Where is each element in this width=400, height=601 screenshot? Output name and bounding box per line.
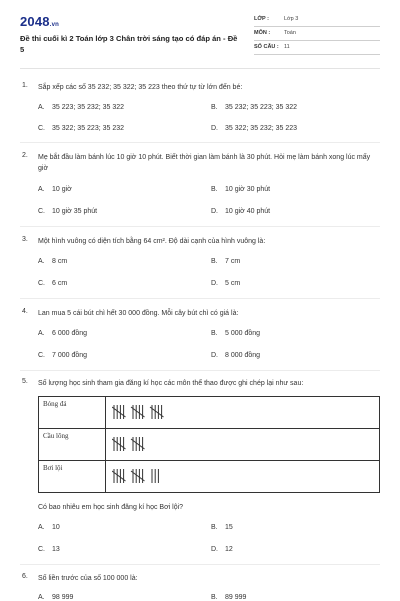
option-text: 10 giờ	[52, 186, 72, 193]
option-d[interactable]	[211, 546, 233, 553]
option-text: 5 cm	[225, 280, 241, 287]
question-text: Số lượng học sinh tham gia đăng kí học các môn thể thao được ghi chép lại như sau:	[38, 380, 304, 387]
option-text: 8 cm	[52, 258, 68, 265]
question-divider	[20, 226, 380, 227]
tally-cell	[106, 429, 380, 461]
option-c[interactable]	[38, 546, 60, 553]
tally-cell	[106, 461, 380, 493]
meta-subject-key: MÔN :	[254, 30, 271, 36]
option-letter: B.	[211, 594, 218, 601]
option-text: 7 000 đồng	[52, 352, 88, 359]
option-text: 6 000 đồng	[52, 330, 88, 337]
option-a[interactable]	[38, 258, 67, 265]
option-letter: B.	[211, 258, 218, 265]
question-text: Số liền trước của số 100 000 là:	[38, 575, 138, 582]
option-text: 98 999	[52, 594, 74, 601]
page-header	[0, 0, 400, 60]
option-text: 5 000 đồng	[225, 330, 261, 337]
logo-suffix: .vn	[49, 22, 60, 28]
question-divider	[20, 370, 380, 371]
site-logo[interactable]	[20, 14, 59, 29]
option-text: 35 322; 35 223; 35 232	[52, 125, 125, 132]
question-number: 3.	[22, 236, 28, 243]
question-text: Mẹ bắt đầu làm bánh lúc 10 giờ 10 phút. Biết thời gian làm bánh là 30 phút. Hỏi mẹ làm bánh xong lúc mấy giờ	[38, 154, 371, 172]
meta-count-key: SỐ CÂU :	[254, 44, 279, 50]
option-letter: C.	[38, 352, 45, 359]
sport-name: Bóng đá	[39, 397, 106, 429]
option-text: 15	[225, 524, 233, 531]
tally-group	[131, 469, 145, 483]
tally-group	[112, 437, 126, 451]
meta-class-row	[254, 14, 380, 27]
option-d[interactable]	[211, 280, 240, 287]
option-text: 10 giờ 40 phút	[225, 208, 271, 215]
question-subtext: Có bao nhiêu em học sinh đăng kí học Bơi lội?	[38, 504, 184, 511]
header-divider	[20, 68, 380, 69]
option-letter: A.	[38, 104, 45, 111]
tally-group	[112, 405, 126, 419]
option-text: 35 322; 35 232; 35 223	[225, 125, 298, 132]
meta-count-value: 11	[284, 44, 290, 50]
option-text: 10 giờ 35 phút	[52, 208, 98, 215]
option-d[interactable]	[211, 125, 297, 132]
option-letter: C.	[38, 546, 45, 553]
option-letter: C.	[38, 125, 45, 132]
option-text: 13	[52, 546, 60, 553]
option-a[interactable]	[38, 104, 124, 111]
option-b[interactable]	[211, 330, 260, 337]
option-text: 12	[225, 546, 233, 553]
sport-name: Bơi lội	[39, 461, 106, 493]
sport-name: Cầu lông	[39, 429, 106, 461]
option-text: 35 232; 35 223; 35 322	[225, 104, 298, 111]
option-d[interactable]	[211, 208, 270, 215]
page-title: Đề thi cuối kì 2 Toán lớp 3 Chân trời sáng tạo có đáp án - Đề 5	[20, 34, 238, 54]
option-letter: A.	[38, 186, 45, 193]
tally-marks	[112, 402, 232, 422]
logo-text: 2048	[20, 14, 50, 29]
option-letter: B.	[211, 104, 218, 111]
table-row	[39, 461, 380, 493]
option-letter: C.	[38, 208, 45, 215]
tally-group	[131, 405, 145, 419]
option-letter: D.	[211, 546, 218, 553]
tally-cell	[106, 397, 380, 429]
table-row	[39, 429, 380, 461]
option-a[interactable]	[38, 186, 72, 193]
tally-group	[152, 469, 158, 483]
question-divider	[20, 564, 380, 565]
option-b[interactable]	[211, 186, 270, 193]
question-text: Lan mua 5 cái bút chì hết 30 000 đồng. Mỗi cây bút chì có giá là:	[38, 310, 239, 317]
option-text: 89 999	[225, 594, 247, 601]
option-letter: A.	[38, 594, 45, 601]
option-c[interactable]	[38, 280, 67, 287]
option-letter: A.	[38, 524, 45, 531]
option-b[interactable]	[211, 524, 233, 531]
option-text: 6 cm	[52, 280, 68, 287]
option-text: 10 giờ 30 phút	[225, 186, 271, 193]
question-number: 5.	[22, 378, 28, 385]
tally-group	[150, 405, 164, 419]
option-text: 8 000 đồng	[225, 352, 261, 359]
tally-marks	[112, 434, 232, 454]
option-letter: A.	[38, 258, 45, 265]
question-number: 4.	[22, 308, 28, 315]
tally-marks	[112, 466, 232, 486]
option-letter: B.	[211, 186, 218, 193]
question-number: 1.	[22, 82, 28, 89]
option-text: 10	[52, 524, 60, 531]
table-row	[39, 397, 380, 429]
option-c[interactable]	[38, 352, 87, 359]
option-letter: D.	[211, 352, 218, 359]
option-text: 35 223; 35 232; 35 322	[52, 104, 125, 111]
option-letter: D.	[211, 125, 218, 132]
question-text: Một hình vuông có diện tích bằng 64 cm². Độ dài cạnh của hình vuông là:	[38, 238, 266, 245]
option-c[interactable]	[38, 125, 124, 132]
meta-class-value: Lớp 3	[284, 16, 299, 22]
tally-table	[38, 396, 380, 493]
option-letter: B.	[211, 524, 218, 531]
option-letter: B.	[211, 330, 218, 337]
option-letter: A.	[38, 330, 45, 337]
question-divider	[20, 298, 380, 299]
meta-subject-row	[254, 28, 380, 41]
option-d[interactable]	[211, 352, 260, 359]
tally-group	[112, 469, 126, 483]
meta-class-key: LỚP :	[254, 16, 269, 22]
meta-count-row	[254, 42, 380, 55]
tally-group	[131, 437, 145, 451]
option-c[interactable]	[38, 208, 97, 215]
option-a[interactable]	[38, 524, 60, 531]
option-letter: D.	[211, 208, 218, 215]
question-number: 6.	[22, 573, 28, 580]
option-text: 7 cm	[225, 258, 241, 265]
option-b[interactable]	[211, 104, 297, 111]
question-number: 2.	[22, 152, 28, 159]
option-a[interactable]	[38, 330, 87, 337]
question-divider	[20, 142, 380, 143]
question-text: Sắp xếp các số 35 232; 35 322; 35 223 theo thứ tự từ lớn đến bé:	[38, 84, 243, 91]
option-letter: C.	[38, 280, 45, 287]
meta-subject-value: Toán	[284, 30, 296, 36]
option-letter: D.	[211, 280, 218, 287]
option-b[interactable]	[211, 258, 240, 265]
